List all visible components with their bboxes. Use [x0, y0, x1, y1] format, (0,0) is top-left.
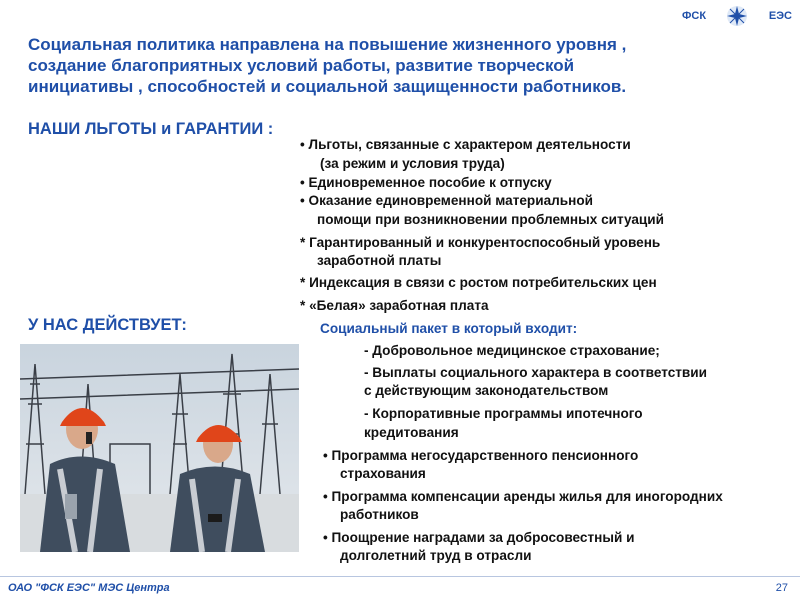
benefit-2: • Единовременное пособие к отпуску — [300, 175, 552, 190]
benefit-6: * «Белая» заработная плата — [300, 298, 489, 313]
social-package-title: Социальный пакет в который входит: — [320, 321, 578, 336]
benefit-3-line-1: • Оказание единовременной материальной — [300, 193, 593, 208]
we-have-title: У НАС ДЕЙСТВУЕТ: — [28, 316, 187, 334]
benefit-5: * Индексация в связи с ростом потребительских цен — [300, 275, 657, 290]
program-2-line-1: • Программа компенсации аренды жилья для иногородних — [323, 489, 723, 504]
page-number: 27 — [775, 582, 788, 594]
package-item-2-line-1: - Выплаты социального характера в соответствии — [364, 365, 707, 380]
heading-line-1: Социальная политика направлена на повышение жизненного уровня , — [28, 35, 627, 54]
footer-divider — [0, 576, 800, 577]
benefit-4-line-1: * Гарантированный и конкурентоспособный уровень — [300, 235, 661, 250]
program-1-line-2: страхования — [340, 466, 426, 481]
package-item-2-line-2: с действующим законодательством — [364, 383, 609, 398]
benefit-4-line-2: заработной платы — [317, 253, 442, 268]
company-logo — [682, 4, 792, 28]
package-item-1: - Добровольное медицинское страхование; — [364, 343, 660, 358]
logo-text-right: ЕЭС — [768, 10, 792, 22]
benefit-1-line-2: (за режим и условия труда) — [320, 156, 505, 171]
program-3-line-1: • Поощрение наградами за добросовестный и — [323, 530, 635, 545]
heading-line-3: инициативы , способностей и социальной защищенности работников. — [28, 77, 627, 96]
benefits-title: НАШИ ЛЬГОТЫ и ГАРАНТИИ : — [28, 120, 274, 138]
logo-star-icon — [724, 4, 750, 28]
benefit-1-line-1: • Льготы, связанные с характером деятельности — [300, 137, 631, 152]
footer-company: ОАО "ФСК ЕЭС" МЭС Центра — [8, 582, 170, 594]
heading-line-2: создание благоприятных условий работы, развитие творческой — [28, 56, 575, 75]
logo-text-left: ФСК — [682, 10, 707, 22]
slide-heading — [28, 34, 768, 97]
program-2-line-2: работников — [340, 507, 419, 522]
package-item-3-line-2: кредитования — [364, 425, 459, 440]
package-item-3-line-1: - Корпоративные программы ипотечного — [364, 406, 643, 421]
program-1-line-1: • Программа негосударственного пенсионного — [323, 448, 639, 463]
benefit-3-line-2: помощи при возникновении проблемных ситуаций — [317, 212, 664, 227]
workers-photo — [20, 344, 299, 552]
program-3-line-2: долголетний труд в отрасли — [340, 548, 532, 563]
